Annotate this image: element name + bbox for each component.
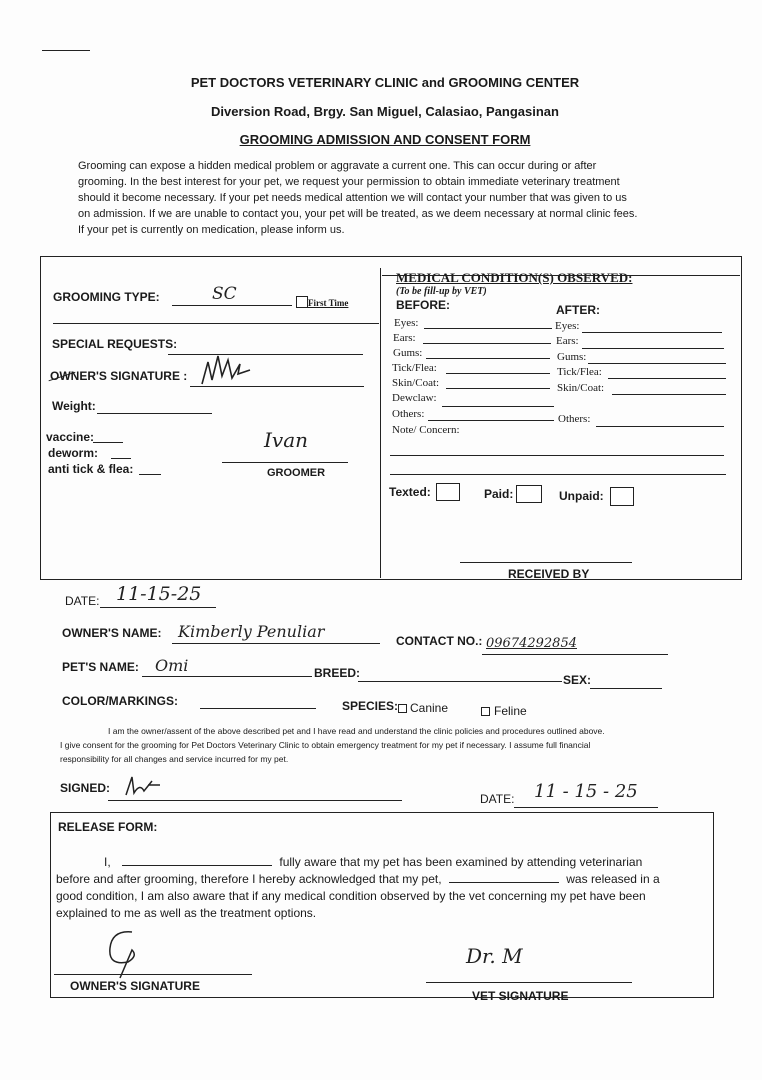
after-tick: Tick/Flea: bbox=[557, 366, 602, 378]
release-line bbox=[56, 854, 712, 871]
weight-line bbox=[97, 413, 212, 414]
grooming-type-line bbox=[172, 305, 292, 306]
after-ears-line bbox=[582, 348, 724, 349]
received-by-label: RECEIVED BY bbox=[508, 567, 590, 581]
before-skin-line bbox=[446, 388, 550, 389]
species-label: SPECIES: bbox=[342, 699, 399, 713]
date-value[interactable]: 11-15-25 bbox=[116, 583, 202, 605]
contact-line bbox=[482, 654, 668, 655]
before-others-line bbox=[428, 420, 554, 421]
note-line-2 bbox=[390, 474, 726, 475]
after-label: AFTER: bbox=[556, 303, 600, 317]
before-gums-line bbox=[426, 358, 550, 359]
consent-date-label: DATE: bbox=[480, 792, 515, 806]
first-time-label: First Time bbox=[308, 298, 349, 308]
release-line: explained to me as well as the treatment options. bbox=[56, 906, 317, 920]
before-ears: Ears: bbox=[393, 332, 416, 344]
after-others-line bbox=[596, 426, 724, 427]
admission-box bbox=[40, 256, 742, 580]
medical-title: MEDICAL CONDITION(S) OBSERVED: bbox=[396, 270, 633, 285]
consent-line: I give consent for the grooming for Pet Doctors Veterinary Clinic to obtain emergency treatment for my pet if necessary. I assume full financial bbox=[60, 740, 591, 750]
vet-signature-value: Dr. M bbox=[466, 944, 523, 968]
before-dewclaw: Dewclaw: bbox=[392, 392, 437, 404]
consent-line: I am the owner/assent of the above described pet and I have read and understand the clinic policies and procedures outlined above. bbox=[108, 726, 605, 736]
consent-line: responsibility for all changes and service incurred for my pet. bbox=[60, 754, 289, 764]
vaccine-label: vaccine: bbox=[46, 430, 95, 444]
before-tick: Tick/Flea: bbox=[392, 362, 437, 374]
consent-date-value[interactable]: 11 - 15 - 25 bbox=[534, 781, 638, 802]
owner-name-label: OWNER'S NAME: bbox=[62, 626, 162, 640]
after-eyes-line bbox=[582, 332, 722, 333]
release-paragraph bbox=[56, 854, 712, 922]
date-label: DATE: bbox=[65, 594, 100, 608]
release-title: RELEASE FORM: bbox=[58, 820, 158, 834]
owner-signature-label: OWNER'S SIGNATURE : bbox=[50, 369, 188, 383]
signed-scribble bbox=[122, 773, 164, 799]
received-by-line bbox=[460, 562, 632, 563]
intro-line: If your pet is currently on medication, please inform us. bbox=[78, 224, 345, 236]
pet-name-line bbox=[142, 676, 312, 677]
consent-paragraph bbox=[60, 724, 700, 766]
groomer-label: GROOMER bbox=[267, 467, 326, 479]
deworm-label: deworm: bbox=[48, 446, 99, 460]
before-eyes: Eyes: bbox=[394, 317, 419, 329]
owner-release-signature-label: OWNER'S SIGNATURE bbox=[70, 979, 200, 993]
signed-line bbox=[108, 800, 402, 801]
before-tick-line bbox=[446, 373, 550, 374]
clinic-name: PET DOCTORS VETERINARY CLINIC and GROOMING CENTER bbox=[190, 75, 580, 90]
contact-value[interactable]: 09674292854 bbox=[486, 636, 577, 651]
before-others: Others: bbox=[392, 408, 425, 420]
canine-checkbox[interactable] bbox=[398, 704, 407, 713]
vet-signature-label: VET SIGNATURE bbox=[472, 989, 569, 1003]
pet-name-label: PET'S NAME: bbox=[62, 660, 139, 674]
after-skin-line bbox=[612, 394, 726, 395]
breed-line bbox=[358, 681, 562, 682]
release-line2-start: before and after grooming, therefore I hereby acknowledged that my pet, bbox=[56, 872, 442, 886]
owner-name-line bbox=[172, 643, 380, 644]
before-eyes-line bbox=[424, 328, 552, 329]
canine-label: Canine bbox=[410, 701, 449, 715]
before-gums: Gums: bbox=[393, 347, 423, 359]
form-title: GROOMING ADMISSION AND CONSENT FORM bbox=[239, 132, 531, 147]
medical-top-line bbox=[382, 275, 740, 276]
admission-divider bbox=[380, 268, 381, 578]
top-dash bbox=[42, 50, 90, 51]
owner-release-signature-line bbox=[54, 974, 252, 975]
breed-label: BREED: bbox=[314, 666, 361, 680]
groomer-line bbox=[222, 462, 348, 463]
deworm-line bbox=[111, 458, 131, 459]
paid-checkbox[interactable] bbox=[516, 485, 542, 503]
release-i: I, bbox=[104, 855, 111, 869]
signed-label: SIGNED: bbox=[60, 781, 111, 795]
after-gums: Gums: bbox=[557, 351, 587, 363]
anti-tick-label: anti tick & flea: bbox=[48, 462, 134, 476]
after-others: Others: bbox=[558, 413, 591, 425]
weight-label: Weight: bbox=[52, 399, 96, 413]
release-line2-rest: was released in a bbox=[566, 872, 660, 886]
owner-release-signature-scribble bbox=[98, 926, 148, 986]
medical-subtitle: (To be fill-up by VET) bbox=[396, 286, 487, 297]
after-ears: Ears: bbox=[556, 335, 579, 347]
before-label: BEFORE: bbox=[396, 298, 450, 312]
after-skin: Skin/Coat: bbox=[557, 382, 605, 394]
color-line bbox=[200, 708, 316, 709]
unpaid-label: Unpaid: bbox=[559, 489, 604, 503]
groomer-name: Ivan bbox=[264, 428, 309, 452]
intro-line: on admission. If we are unable to contact you, your pet will be treated, as we deem necessary at normal clinic fees. bbox=[78, 208, 638, 220]
consent-date-line bbox=[514, 807, 658, 808]
intro-line: should it become necessary. If your pet needs medical attention we will contact your number that was given to us bbox=[78, 192, 627, 204]
grooming-type-extra-line bbox=[53, 323, 379, 324]
anti-tick-line bbox=[139, 474, 161, 475]
paid-label: Paid: bbox=[484, 487, 514, 501]
sex-line bbox=[590, 688, 662, 689]
release-line1-rest: fully aware that my pet has been examined by attending veterinarian bbox=[279, 855, 643, 869]
pet-name-value[interactable]: Omi bbox=[155, 656, 189, 675]
special-requests-label: SPECIAL REQUESTS: bbox=[52, 337, 178, 351]
release-name-blank[interactable] bbox=[122, 865, 272, 866]
after-gums-line bbox=[588, 363, 726, 364]
feline-checkbox[interactable] bbox=[481, 707, 490, 716]
before-ears-line bbox=[423, 343, 551, 344]
before-skin: Skin/Coat: bbox=[392, 377, 440, 389]
intro-line: Grooming can expose a hidden medical problem or aggravate a current one. This can occur during or after bbox=[78, 160, 597, 172]
release-line: good condition, I am also aware that if any medical condition observed by the vet concerning my pet have been bbox=[56, 889, 646, 903]
grooming-type-label: GROOMING TYPE: bbox=[53, 290, 160, 304]
first-time-checkbox[interactable] bbox=[296, 296, 308, 308]
clinic-address: Diversion Road, Brgy. San Miguel, Calasiao, Pangasinan bbox=[211, 104, 559, 119]
color-label: COLOR/MARKINGS: bbox=[62, 694, 178, 708]
date-line bbox=[100, 607, 216, 608]
after-tick-line bbox=[608, 378, 726, 379]
note-line-1 bbox=[390, 455, 724, 456]
texted-label: Texted: bbox=[389, 485, 431, 499]
vaccine-line bbox=[93, 442, 123, 443]
release-pet-blank[interactable] bbox=[449, 882, 559, 883]
after-eyes: Eyes: bbox=[555, 320, 580, 332]
note-label: Note/ Concern: bbox=[392, 424, 460, 436]
unpaid-checkbox[interactable] bbox=[610, 487, 634, 506]
intro-line: grooming. In the best interest for your pet, we request your permission to obtain immediate veterinary treatment bbox=[78, 176, 620, 188]
vet-signature-line bbox=[426, 982, 632, 983]
contact-label: CONTACT NO.: bbox=[396, 634, 483, 648]
release-line bbox=[56, 871, 712, 888]
sex-label: SEX: bbox=[563, 673, 592, 687]
grooming-type-value[interactable]: SC bbox=[212, 284, 237, 304]
owner-name-value[interactable]: Kimberly Penuliar bbox=[178, 622, 325, 641]
feline-label: Feline bbox=[494, 704, 527, 718]
before-dewclaw-line bbox=[442, 406, 554, 407]
intro-paragraph bbox=[78, 158, 688, 238]
texted-checkbox[interactable] bbox=[436, 483, 460, 501]
owner-signature-scribble bbox=[198, 350, 258, 388]
